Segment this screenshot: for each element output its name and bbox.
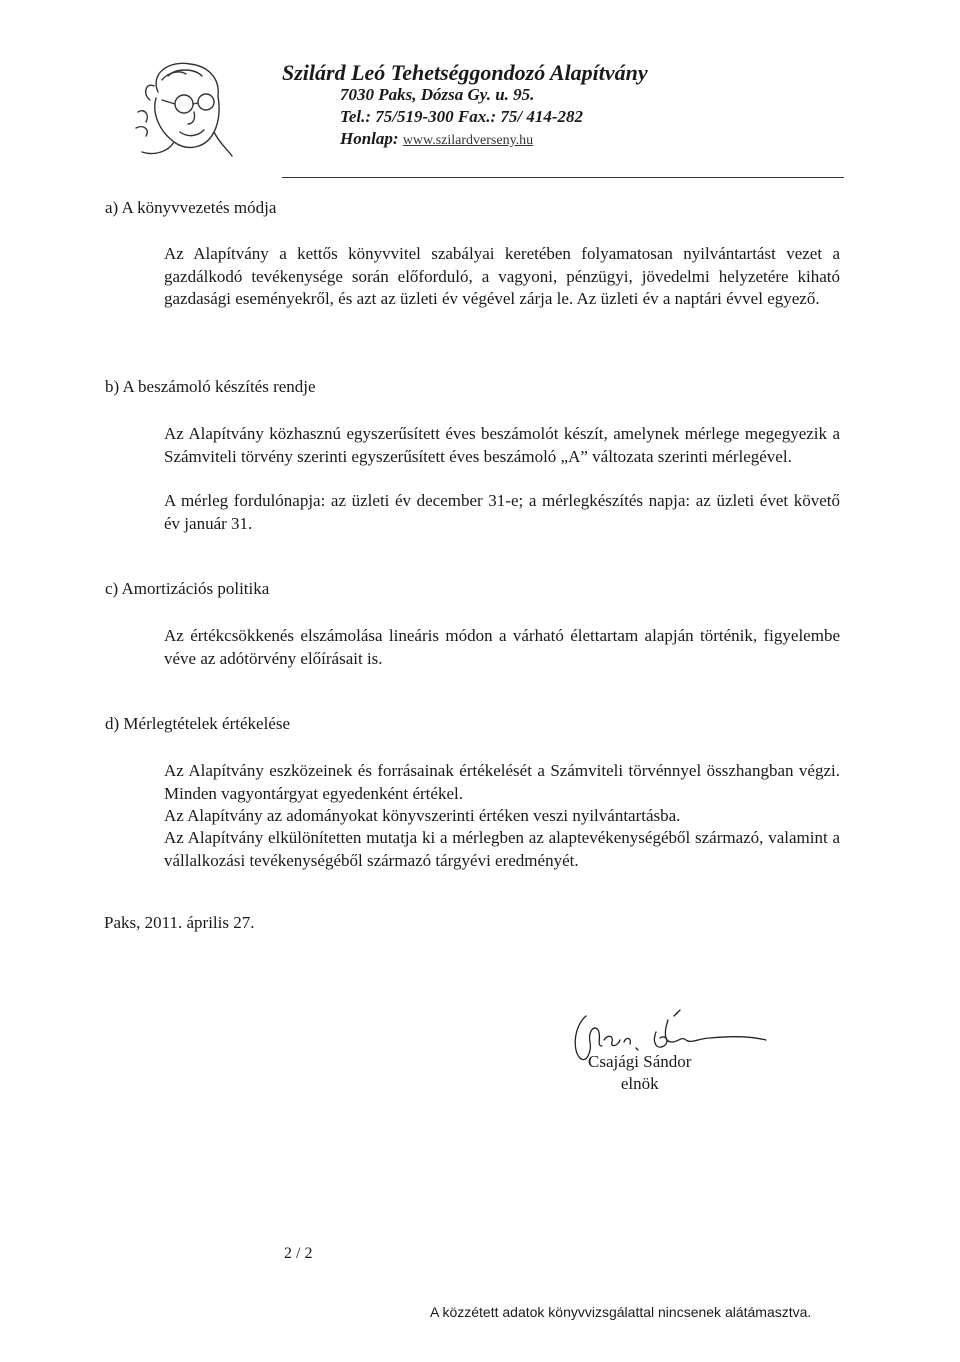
organization-address: 7030 Paks, Dózsa Gy. u. 95. — [340, 85, 535, 104]
section-b-paragraph-2: A mérleg fordulónapja: az üzleti év december 31-e; a mérlegkészítés napja: az üzleti évet követő év január 31. — [164, 491, 840, 533]
organization-homepage — [282, 128, 648, 152]
signatory-name: Csajági Sándor — [588, 1052, 692, 1071]
homepage-label: Honlap: — [340, 129, 399, 148]
section-b-paragraph-1: Az Alapítvány közhasznú egyszerűsített éves beszámolót készít, amelynek mérlege megegyezik a Számviteli törvény szerinti egyszerűsített éves beszámoló „A” változata szerinti mérlegével. — [164, 424, 840, 466]
organization-phone-fax: Tel.: 75/519-300 Fax.: 75/ 414-282 — [340, 107, 584, 126]
signatory-title: elnök — [620, 1074, 659, 1093]
section-d-paragraph-2: Az Alapítvány az adományokat könyvszerinti értéken veszi nyilvántartásba. — [164, 806, 681, 825]
header-divider — [282, 177, 844, 178]
section-c-heading: c) Amortizációs politika — [105, 579, 270, 598]
section-d-paragraph-1: Az Alapítvány eszközeinek és forrásainak értékelését a Számviteli törvénnyel összhangban végzi. Minden vagyontárgyat egyedenként értékel. — [164, 761, 840, 803]
homepage-link[interactable]: www.szilardverseny.hu — [402, 133, 534, 148]
section-a-paragraph: Az Alapítvány a kettős könyvvitel szabályai keretében folyamatosan nyilvántartást vezet a gazdálkodó tevékenysége során előforduló, a vagyoni, pénzügyi, jövedelmi helyzetére kiható gazdasági eseményekről, és azt az üzleti év végével zárja le. Az üzleti év a naptári évvel egyező. — [164, 244, 840, 308]
organization-name: Szilárd Leó Tehetséggondozó Alapítvány — [282, 60, 648, 85]
document-date: Paks, 2011. április 27. — [104, 913, 255, 932]
foundation-logo — [128, 52, 240, 164]
section-a-heading: a) A könyvvezetés módja — [105, 198, 277, 217]
section-d-heading: d) Mérlegtételek értékelése — [105, 714, 291, 733]
section-d-paragraph-3: Az Alapítvány elkülönítetten mutatja ki a mérlegben az alaptevékenységéből származó, valamint a vállalkozási tevékenységéből származó tárgyévi eredményét. — [164, 828, 840, 870]
audit-disclaimer: A közzétett adatok könyvvizsgálattal nincsenek alátámasztva. — [430, 1304, 812, 1320]
organization-header — [282, 62, 648, 152]
section-c-paragraph: Az értékcsökkenés elszámolása lineáris módon a várható élettartam alapján történik, figyelembe véve az adótörvény előírásait is. — [164, 626, 840, 668]
page-number: 2 / 2 — [284, 1245, 313, 1262]
section-b-heading: b) A beszámoló készítés rendje — [105, 377, 316, 396]
signatory — [588, 1051, 691, 1095]
